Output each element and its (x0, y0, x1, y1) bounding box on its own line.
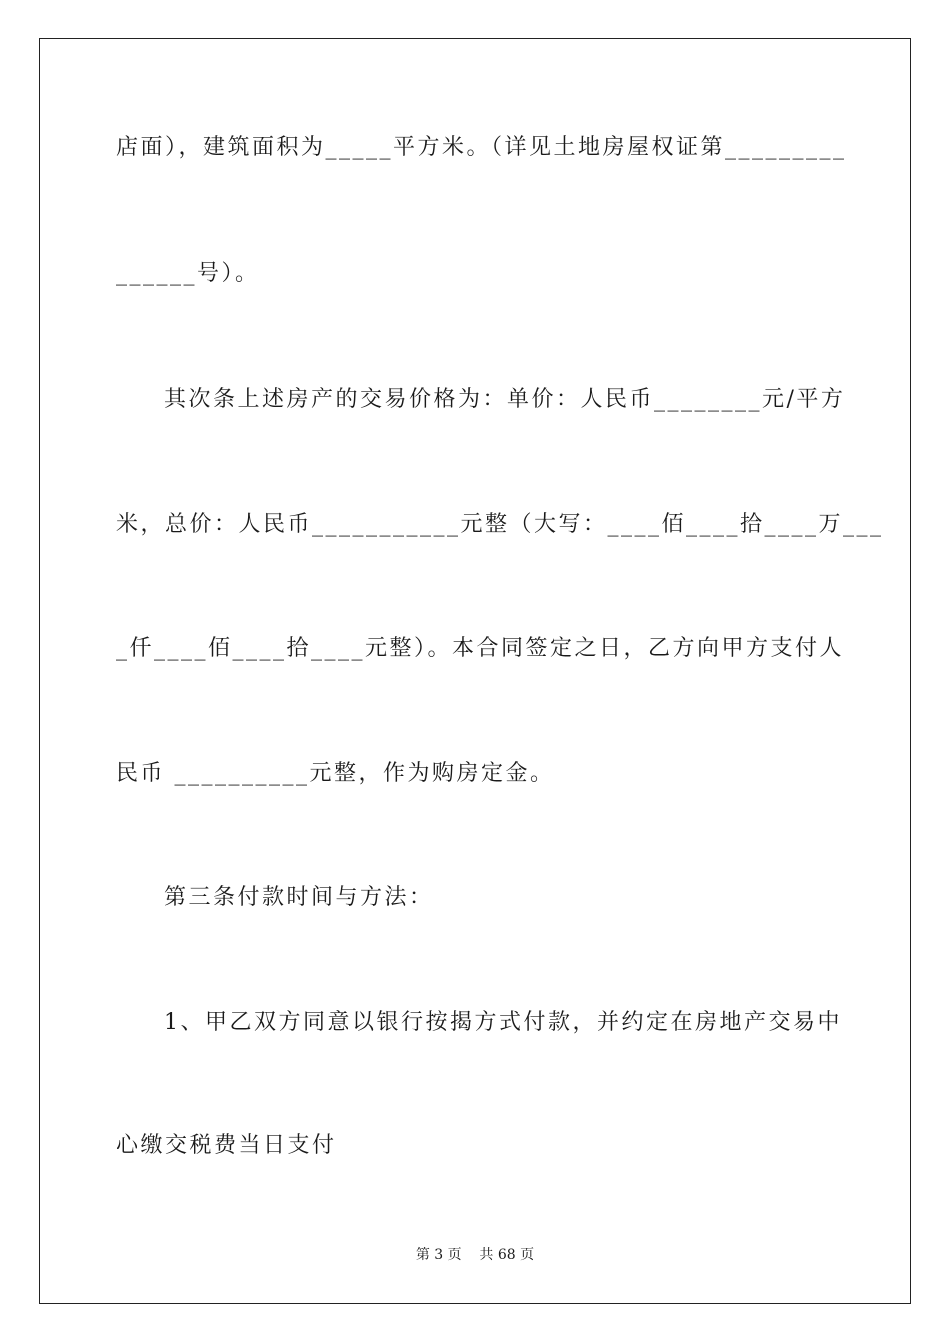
text-line-5: _仟____佰____拾____元整）。本合同签定之日，乙方向甲方支付人 (116, 636, 845, 661)
text-line-7: 第三条付款时间与方法： (164, 885, 434, 910)
text-line-4: 米，总价：人民币___________元整（大写：____佰____拾____万___ (116, 512, 884, 537)
page-footer: 第 3 页 共 68 页 (415, 1247, 535, 1263)
text-line-2: ______号）。 (116, 261, 260, 286)
page-border (39, 38, 911, 1304)
text-line-1: 店面），建筑面积为_____平方米。（详见土地房屋权证第_________ (116, 135, 847, 160)
text-line-6: 民币 __________元整，作为购房定金。 (116, 761, 555, 786)
text-line-3: 其次条上述房产的交易价格为：单价：人民币________元/平方 (164, 387, 846, 412)
text-line-9: 心缴交税费当日支付 (116, 1133, 337, 1158)
text-line-8: 1、甲乙双方同意以银行按揭方式付款，并约定在房地产交易中 (164, 1010, 842, 1035)
